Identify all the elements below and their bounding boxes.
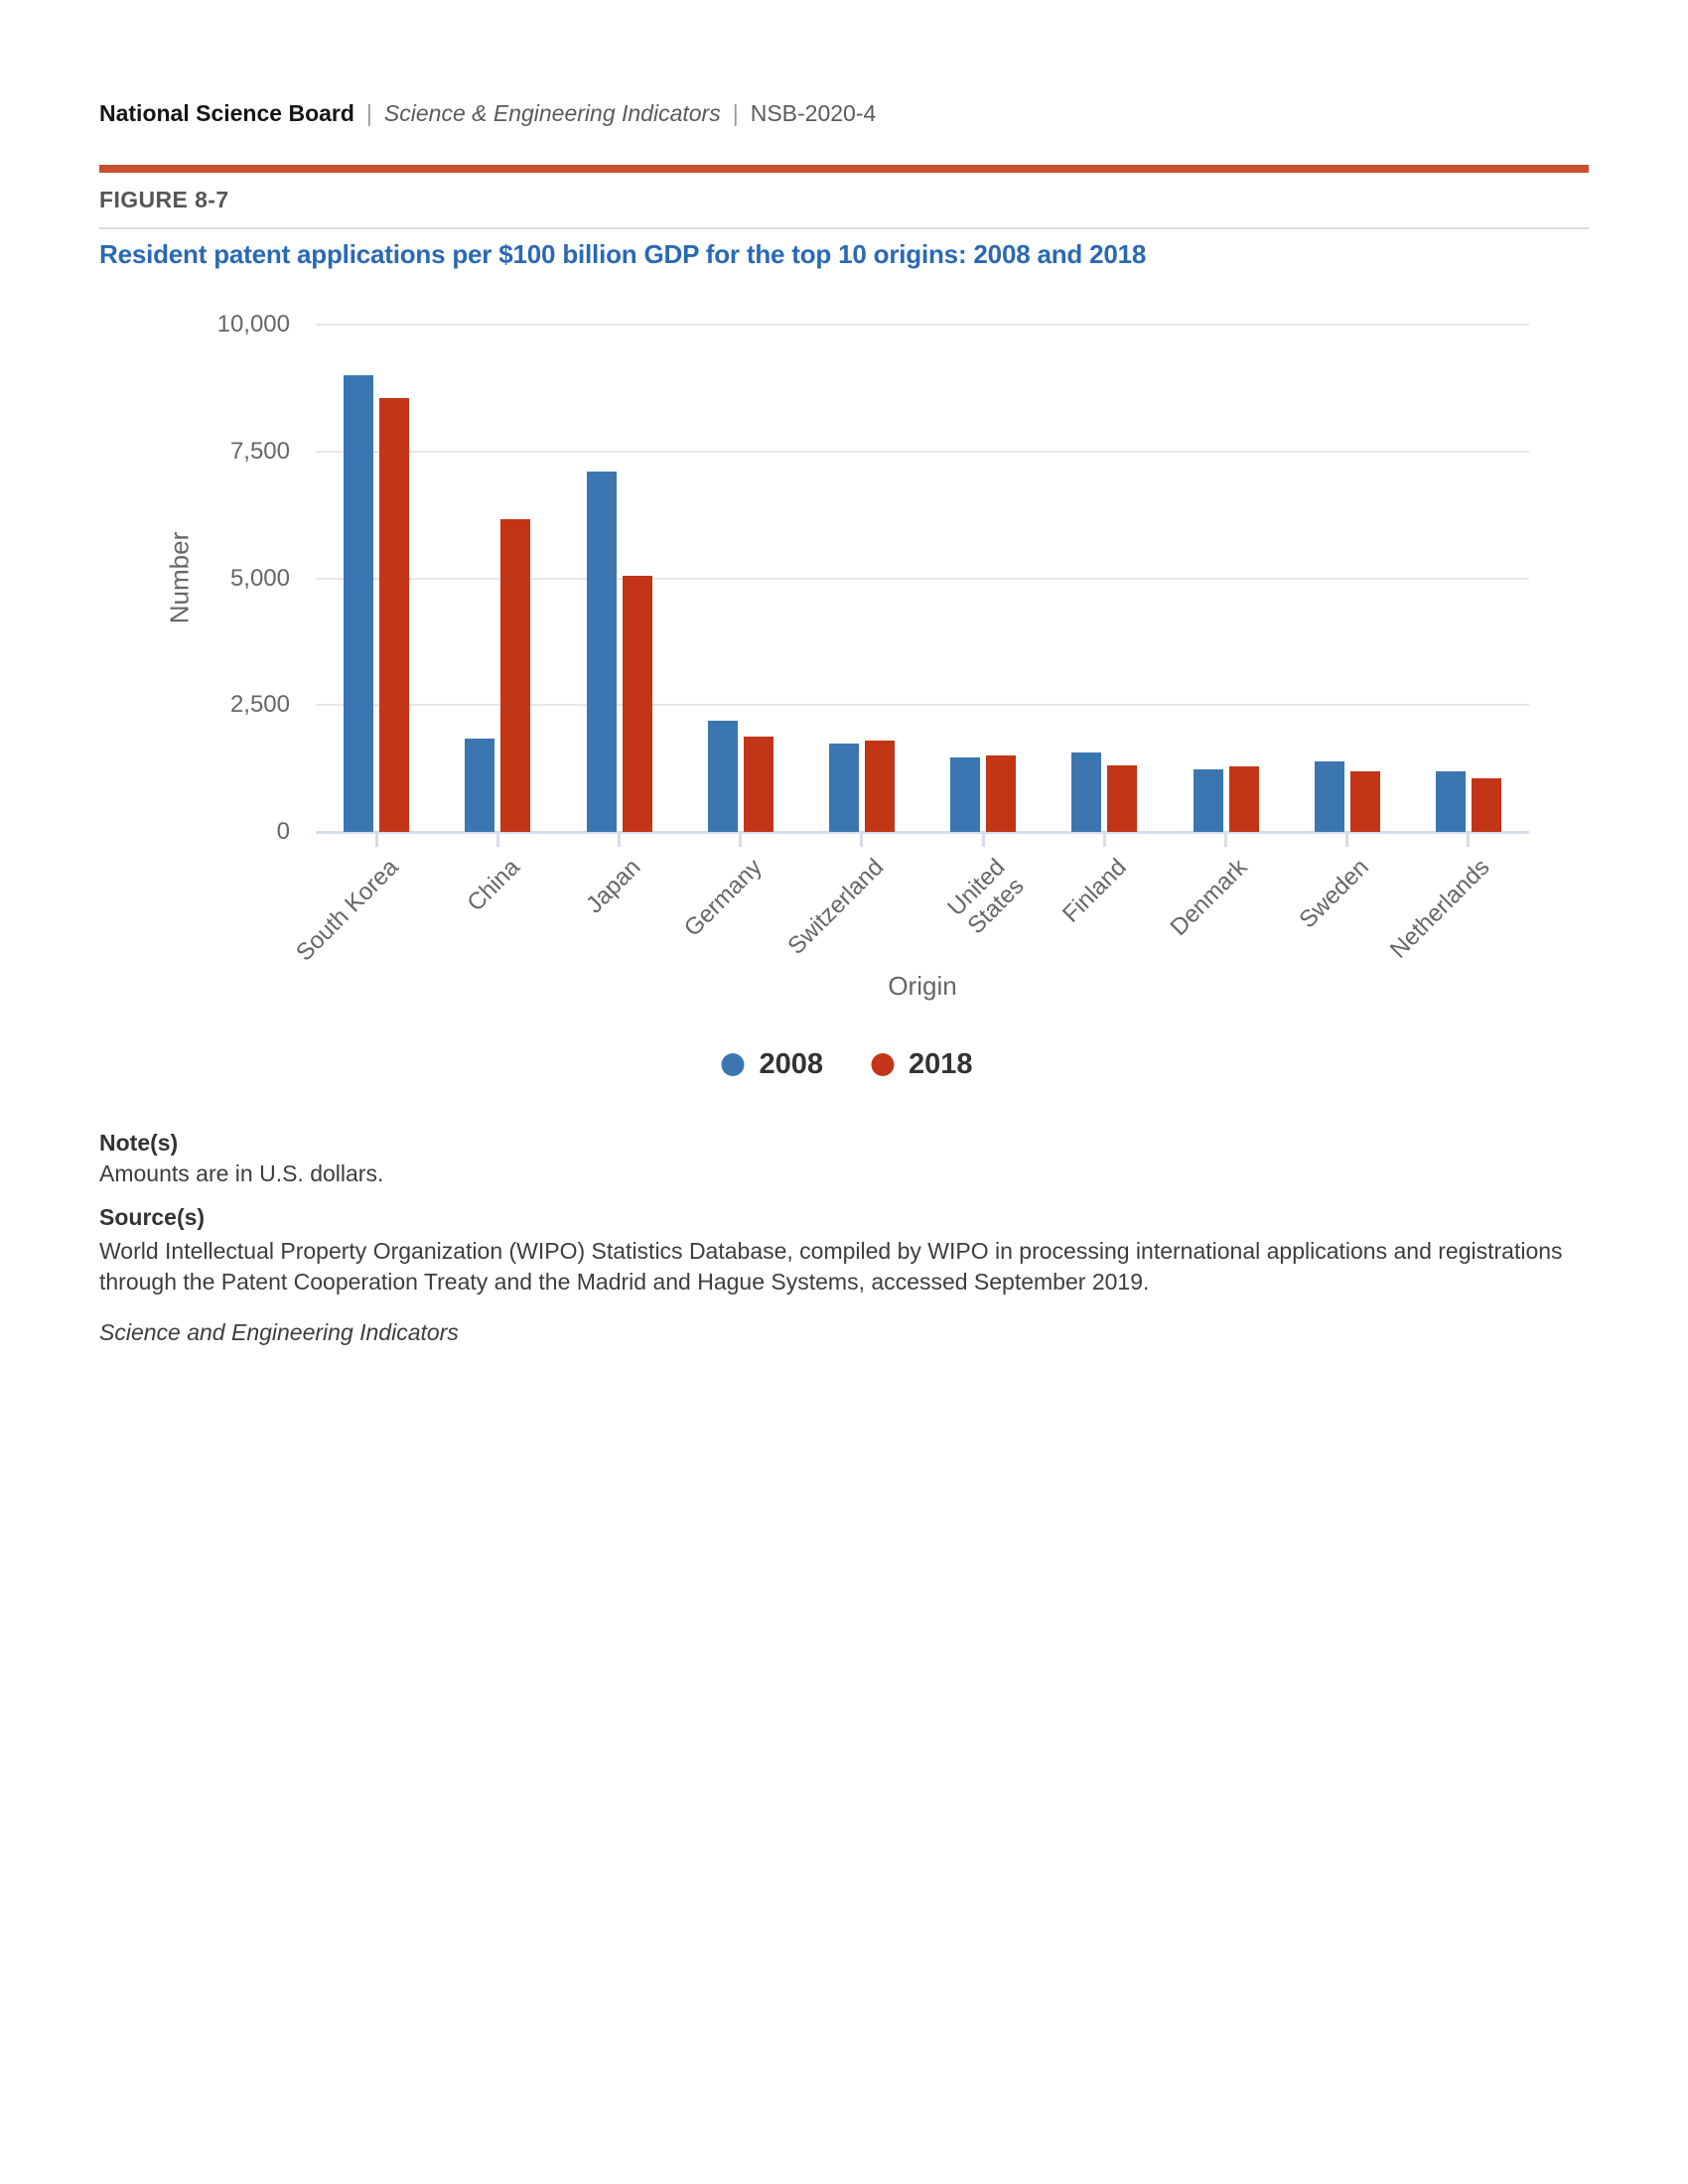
x-tick-denmark xyxy=(1224,832,1227,847)
x-label-switzerland: Switzerland xyxy=(782,854,889,960)
y-tick-label-2,500: 2,500 xyxy=(229,691,290,719)
x-tick-united-states xyxy=(982,832,985,847)
x-label-netherlands: Netherlands xyxy=(1385,854,1495,964)
y-axis-title: Number xyxy=(164,531,195,624)
x-tick-sweden xyxy=(1345,832,1348,847)
x-tick-netherlands xyxy=(1467,832,1470,847)
bar-2008-switzerland[interactable] xyxy=(829,744,859,832)
notes-text: Amounts are in U.S. dollars. xyxy=(99,1160,384,1186)
bar-2018-china[interactable] xyxy=(500,519,530,832)
bar-2008-denmark[interactable] xyxy=(1194,769,1223,832)
x-label-denmark: Denmark xyxy=(1165,854,1253,941)
bar-2008-germany[interactable] xyxy=(708,721,738,832)
x-axis-title: Origin xyxy=(888,971,957,1001)
bar-2008-netherlands[interactable] xyxy=(1436,771,1466,832)
bar-2018-south-korea[interactable] xyxy=(379,398,409,832)
header-brand: National Science Board xyxy=(99,100,354,126)
y-tick-label-0: 0 xyxy=(276,818,290,845)
x-label-finland: Finland xyxy=(1056,854,1132,928)
header-separator: | xyxy=(732,100,739,126)
attribution-text: Science and Engineering Indicators xyxy=(99,1319,459,1345)
bar-2018-switzerland[interactable] xyxy=(865,741,895,832)
x-label-united-states: United States xyxy=(942,854,1030,940)
legend xyxy=(721,1048,972,1081)
bar-2008-united-states[interactable] xyxy=(950,757,980,832)
bar-2018-germany[interactable] xyxy=(744,737,774,832)
x-tick-japan xyxy=(618,832,621,847)
figure-label: FIGURE 8-7 xyxy=(99,187,229,212)
legend-item-2008[interactable] xyxy=(721,1048,823,1081)
x-label-south-korea: South Korea xyxy=(290,854,404,967)
x-tick-china xyxy=(496,832,499,847)
y-tick-label-5,000: 5,000 xyxy=(229,564,290,592)
bar-2008-south-korea[interactable] xyxy=(344,375,373,832)
x-tick-south-korea xyxy=(375,832,378,847)
y-tick-label-10,000: 10,000 xyxy=(216,311,290,338)
x-label-sweden: Sweden xyxy=(1294,854,1374,934)
bar-2008-japan[interactable] xyxy=(587,472,617,832)
bar-2018-united-states[interactable] xyxy=(986,755,1016,832)
bar-2018-japan[interactable] xyxy=(623,576,652,832)
x-tick-switzerland xyxy=(860,832,863,847)
gridline-7,500 xyxy=(316,451,1529,453)
x-label-japan: Japan xyxy=(581,854,646,919)
bar-2018-netherlands[interactable] xyxy=(1472,778,1501,832)
bar-2008-finland[interactable] xyxy=(1071,752,1101,832)
gridline-2,500 xyxy=(316,704,1529,706)
bar-2008-china[interactable] xyxy=(465,739,494,832)
gridline-10,000 xyxy=(316,324,1529,326)
bar-2008-sweden[interactable] xyxy=(1315,761,1344,832)
legend-item-2018[interactable] xyxy=(871,1048,973,1081)
legend-label-2008: 2008 xyxy=(759,1048,823,1080)
notes-heading: Note(s) xyxy=(99,1130,179,1156)
gridline-5,000 xyxy=(316,578,1529,580)
header-separator: | xyxy=(365,100,372,126)
plot-area xyxy=(316,325,1529,832)
chart-title: Resident patent applications per $100 billion GDP for the top 10 origins: 2008 and 2018 xyxy=(99,239,1147,269)
legend-label-2018: 2018 xyxy=(909,1048,973,1080)
bar-2018-finland[interactable] xyxy=(1107,765,1137,832)
x-label-germany: Germany xyxy=(678,854,768,942)
x-tick-finland xyxy=(1103,832,1106,847)
header-doc-id: NSB-2020-4 xyxy=(750,100,877,126)
bar-2018-denmark[interactable] xyxy=(1229,766,1259,832)
x-tick-germany xyxy=(739,832,742,847)
x-label-china: China xyxy=(461,854,525,917)
bar-2018-sweden[interactable] xyxy=(1350,771,1380,832)
legend-marker-2018 xyxy=(871,1053,894,1076)
legend-marker-2008 xyxy=(721,1053,744,1076)
y-tick-label-7,500: 7,500 xyxy=(229,437,290,465)
sources-heading: Source(s) xyxy=(99,1204,206,1230)
header-publication: Science & Engineering Indicators xyxy=(383,100,721,126)
sources-text: World Intellectual Property Organization (WIPO) Statistics Database, compiled by WIPO in processing international applications and registrations through the Patent Cooperation Treaty and the Madrid and Hague Systems, accessed September 2019. xyxy=(99,1238,1563,1295)
